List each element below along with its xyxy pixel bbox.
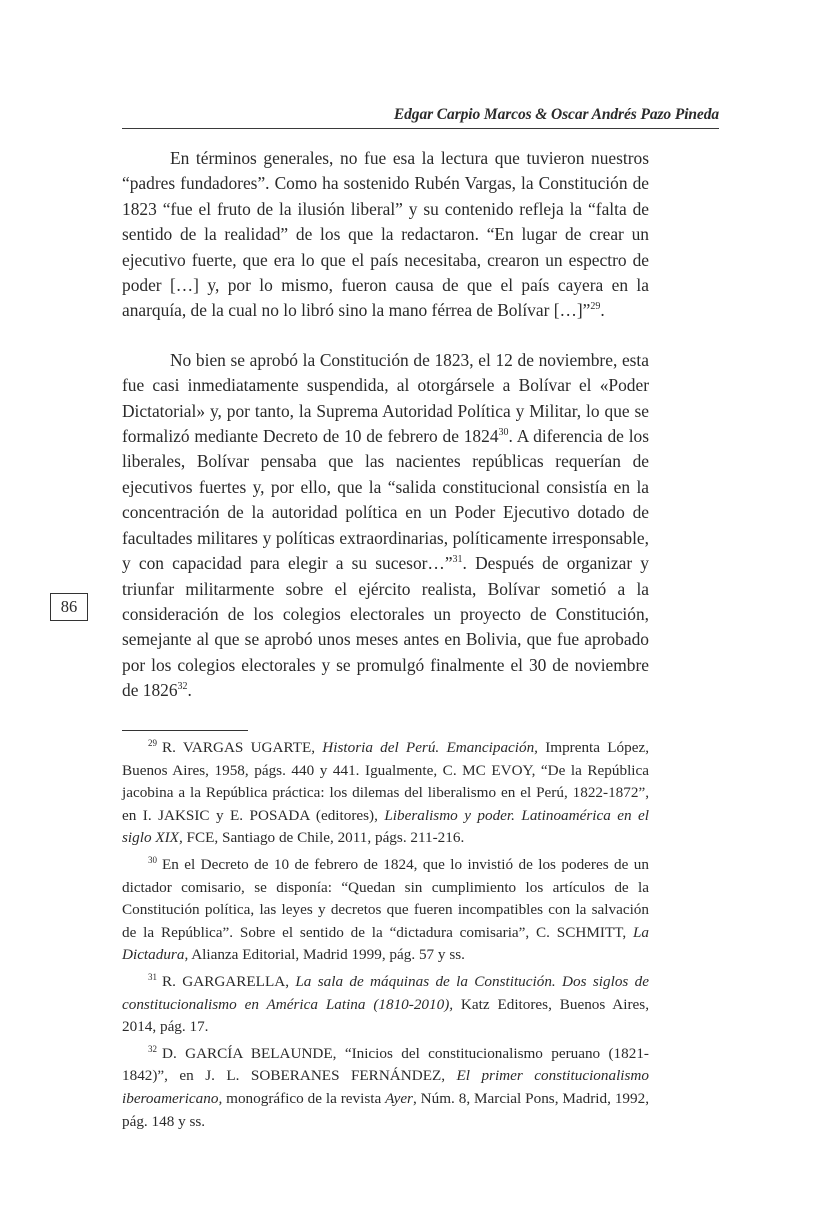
header-rule xyxy=(122,128,719,129)
paragraph-text: . Después de organizar y triunfar militarmente sobre el ejército realista, Bolívar sometió a la consideración de los colegios electorales un proyecto de Constitución, semejante al que se aprobó unos meses antes en Bolivia, que fue aprobado por los colegios electorales y se promulgó finalmente el 30 de noviembre de 1826 xyxy=(122,553,649,701)
footnote-title: Ayer xyxy=(385,1089,413,1107)
footnote-ref-29[interactable]: 29 xyxy=(590,301,601,313)
footnote-text: R. VARGAS UGARTE, xyxy=(162,739,323,756)
page-number: 86 xyxy=(50,593,88,621)
footnote-ref-32[interactable]: 32 xyxy=(177,681,188,693)
body-text xyxy=(122,146,649,704)
paragraph-text: . xyxy=(600,300,605,321)
footnote-29 xyxy=(122,737,649,850)
paragraph-text: En términos generales, no fue esa la lectura que tuvieron nuestros “padres fundadores”. Como ha sostenido Rubén Vargas, la Constitución de 1823 “fue el fruto de la ilusión liberal” y su contenido refleja la “falta de sentido de la realidad” de los que la redactaron. “En lugar de crear un ejecutivo fuerte, que era lo que el país necesitaba, crearon un espectro de poder […] y, por lo mismo, fueron causa de que el país cayera en la anarquía, de la cual no lo libró sino la mano férrea de Bolívar […]” xyxy=(122,148,649,321)
footnote-text: En el Decreto de 10 de febrero de 1824, que lo invistió de los poderes de un dictador comisario, se disponía: “Quedan sin cumplimiento los artículos de la Constitución política, las leyes y decretos que fueren incompatibles con la salvación de la República”. Sobre el sentido de la “dictadura comisaria”, C. SCHMITT, xyxy=(122,855,649,941)
footnote-title: La sala de máquinas de la Constitución. Dos siglos de constitucionalismo en América Latina (1810-2010), xyxy=(122,972,649,1013)
paragraph xyxy=(122,146,649,324)
footnote-30 xyxy=(122,854,649,967)
footnote-number: 31 xyxy=(148,971,157,982)
footnote-number: 30 xyxy=(148,854,157,865)
footnote-32 xyxy=(122,1043,649,1133)
running-header: Edgar Carpio Marcos & Oscar Andrés Pazo Pineda xyxy=(393,106,719,123)
footnote-number: 32 xyxy=(148,1043,157,1054)
footnote-text: , Núm. 8, Marcial Pons, Madrid, 1992, pág. 148 y ss. xyxy=(122,1089,649,1130)
footnote-ref-31[interactable]: 31 xyxy=(452,554,463,566)
footnote-title: El primer constitucionalismo iberoamericano, xyxy=(122,1067,649,1107)
paragraph-text: No bien se aprobó la Constitución de 1823, el 12 de noviembre, esta fue casi inmediatamente suspendida, al otorgársele a Bolívar el «Poder Dictatorial» y, por tanto, la Suprema Autoridad Política y Militar, lo que se formalizó mediante Decreto de 10 de febrero de 1824 xyxy=(122,349,649,447)
footnote-title: Liberalismo y poder. Latinoamérica en el siglo XIX, xyxy=(122,806,649,847)
footnote-text: monográfico de la revista xyxy=(222,1089,386,1107)
footnote-title: La Dictadura xyxy=(122,923,649,964)
footnotes xyxy=(122,737,649,1133)
footnote-text: R. GARGARELLA, xyxy=(162,972,296,990)
footnote-separator xyxy=(122,730,248,731)
footnote-text: Imprenta López, Buenos Aires, 1958, págs. 440 y 441. Igualmente, C. MC EVOY, “De la República jacobina a la República práctica: los dilemas del liberalismo en el Perú, 1822-1872”, en I. JAKSIC y E. POSADA (editores), xyxy=(122,739,649,824)
footnote-ref-30[interactable]: 30 xyxy=(498,427,509,439)
footnote-31 xyxy=(122,971,649,1039)
footnote-title: Historia del Perú. Emancipación, xyxy=(322,739,538,756)
paragraph xyxy=(122,348,649,704)
paragraph-text: . xyxy=(187,680,192,701)
paragraph-text: . A diferencia de los liberales, Bolívar pensaba que las nacientes repúblicas requerían de ejecutivos fuertes y, por ello, que la “salida constitucional consistía en la concentración de la autoridad política en un Poder Ejecutivo dotado de facultades militares y políticas extraordinarias, políticamente irresponsable, y con capacidad para elegir a su sucesor…” xyxy=(122,426,649,574)
footnote-number: 29 xyxy=(148,737,157,748)
footnote-text: D. GARCÍA BELAUNDE, “Inicios del constitucionalismo peruano (1821-1842)”, en J. L. SOBERANES FERNÁNDEZ, xyxy=(122,1044,649,1085)
footnote-text: Katz Editores, Buenos Aires, 2014, pág. 17. xyxy=(122,995,649,1036)
footnote-text: FCE, Santiago de Chile, 2011, págs. 211-216. xyxy=(182,829,465,847)
footnote-text: , Alianza Editorial, Madrid 1999, pág. 57 y ss. xyxy=(184,946,465,964)
